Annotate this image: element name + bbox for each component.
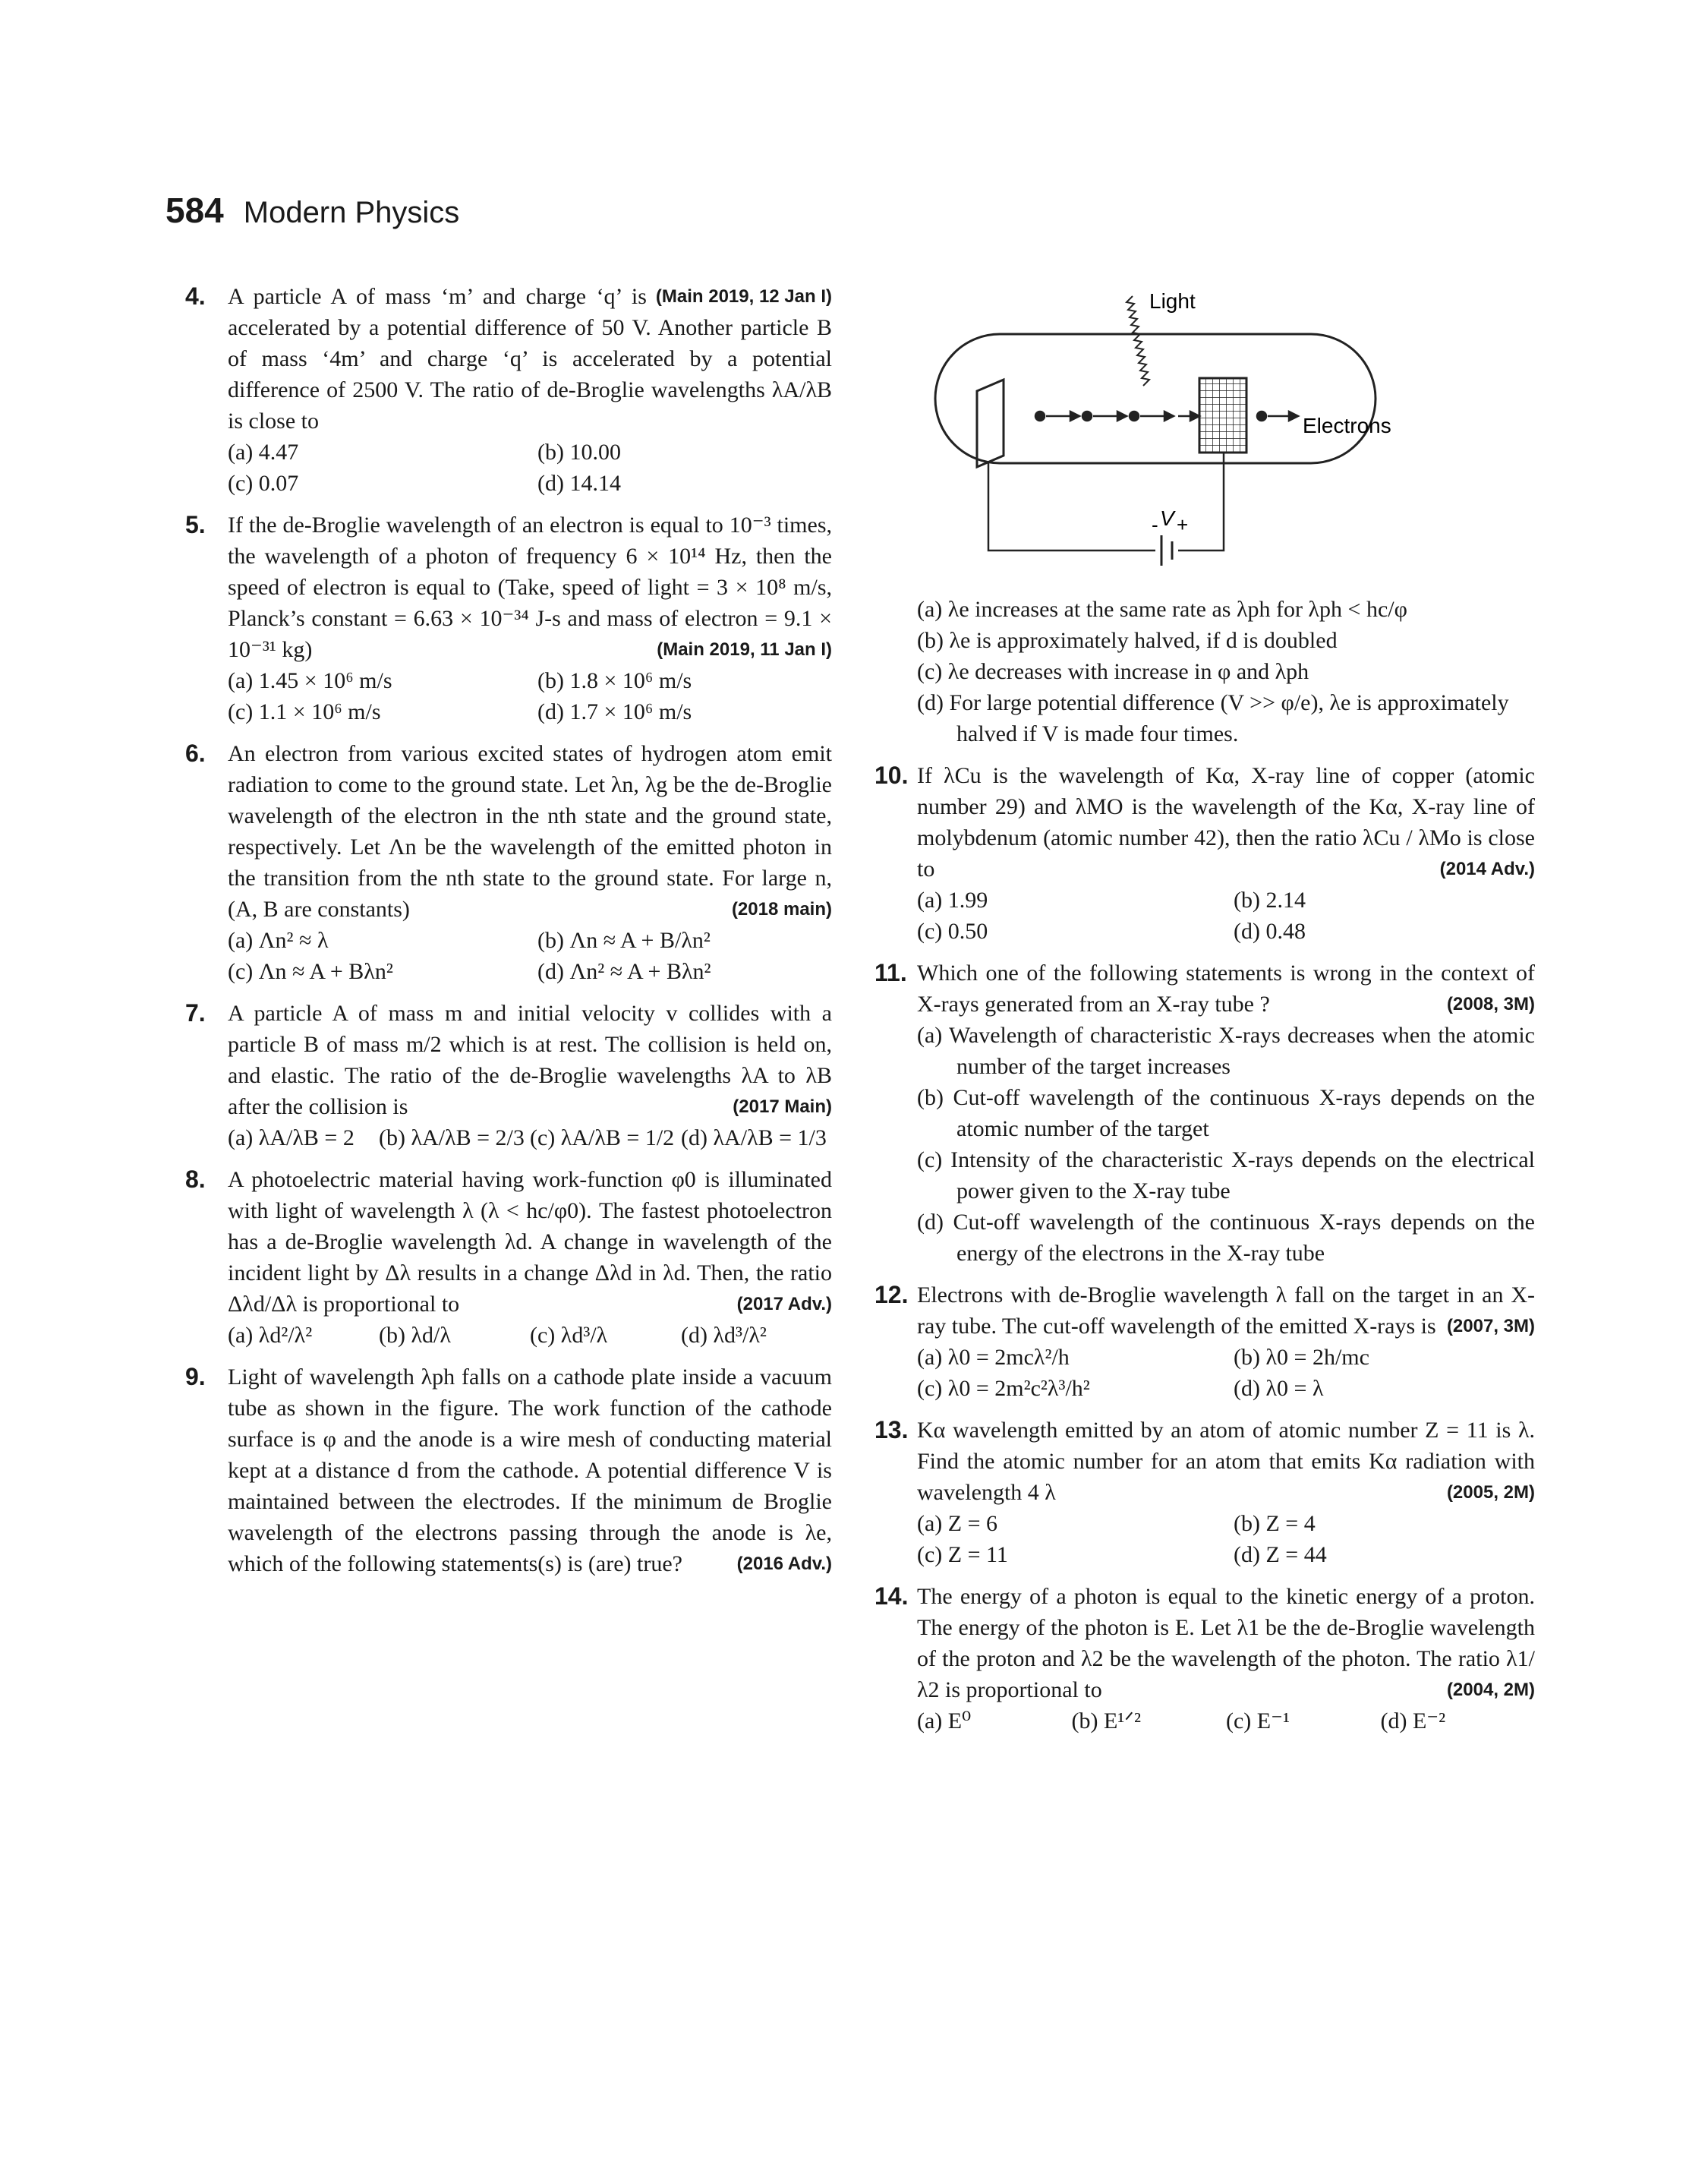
option-c[interactable]: (c) 0.07 <box>228 471 299 496</box>
question-source: (2017 Adv.) <box>736 1294 832 1314</box>
battery-minus: - <box>1152 513 1158 536</box>
option-b[interactable]: (b) λe is approximately halved, if d is doubled <box>917 628 1338 653</box>
option-d[interactable]: (d) 14.14 <box>537 471 621 496</box>
question-text: A particle A of mass ‘m’ and charge ‘q’ is accelerated by a potential difference of 50 V. Another particle B of mass ‘4m’ and charge ‘q’ is accelerated by a potential difference of 2500 V. The ratio of de-Broglie wavelengths λA/λB is close to <box>228 284 832 434</box>
anode-mesh <box>1199 378 1246 453</box>
question-source: (2007, 3M) <box>1446 1316 1535 1336</box>
option-b[interactable]: (b) λd/λ <box>379 1323 451 1348</box>
options <box>917 1020 1535 1269</box>
question-text: Electrons with de-Broglie wavelength λ fall on the target in an X-ray tube. The cut-off wavelength of the emitted X-rays is <box>917 1282 1535 1339</box>
question-12 <box>874 1279 1535 1404</box>
electron-path <box>1035 412 1298 421</box>
option-c[interactable]: (c) E⁻¹ <box>1226 1708 1290 1733</box>
option-c[interactable]: (c) λe decreases with increase in φ and λph <box>917 659 1309 684</box>
question-13 <box>874 1415 1535 1570</box>
option-a[interactable]: (a) Λn² ≈ λ <box>228 928 329 953</box>
option-a[interactable]: (a) Z = 6 <box>917 1511 998 1536</box>
question-number: 5. <box>185 511 206 538</box>
option-a[interactable]: (a) Wavelength of characteristic X-rays decreases when the atomic number of the target increases <box>917 1023 1535 1079</box>
option-a[interactable]: (a) λd²/λ² <box>228 1323 313 1348</box>
option-d[interactable]: (d) Cut-off wavelength of the continuous X-rays depends on the energy of the electrons in the X-ray tube <box>917 1210 1535 1266</box>
question-source: (Main 2019, 11 Jan I) <box>657 639 832 660</box>
question-source: (2017 Main) <box>733 1096 832 1117</box>
options <box>228 437 832 499</box>
option-d[interactable]: (d) E⁻² <box>1380 1708 1446 1733</box>
option-c[interactable]: (c) λ0 = 2m²c²λ³/h² <box>917 1376 1090 1401</box>
question-text: Kα wavelength emitted by an atom of atomic number Z = 11 is λ. Find the atomic number for an atom that emits Kα radiation with wavelength 4 λ <box>917 1418 1535 1505</box>
question-source: (2004, 2M) <box>1446 1680 1535 1700</box>
question-7 <box>185 998 832 1153</box>
option-d[interactable]: (d) λA/λB = 1/3 <box>681 1125 827 1150</box>
option-c[interactable]: (c) λA/λB = 1/2 <box>530 1125 675 1150</box>
option-a[interactable]: (a) E⁰ <box>917 1708 972 1733</box>
light-label: Light <box>1149 289 1196 313</box>
right-column <box>874 281 1535 1747</box>
option-c[interactable]: (c) Intensity of the characteristic X-rays depends on the electrical power given to the X-ray tube <box>917 1147 1535 1203</box>
question-text: Which one of the following statements is wrong in the context of X-rays generated from an X-ray tube ? <box>917 961 1535 1017</box>
book-title: Modern Physics <box>243 196 460 229</box>
wire-left <box>988 463 1155 550</box>
question-number: 9. <box>185 1363 206 1390</box>
question-4 <box>185 281 832 499</box>
option-b[interactable]: (b) Λn ≈ A + B/λn² <box>537 928 711 953</box>
option-b[interactable]: (b) 1.8 × 10⁶ m/s <box>537 668 692 693</box>
option-d[interactable]: (d) For large potential difference (V >> φ/e), λe is approximately halved if V is made four times. <box>917 690 1509 746</box>
option-d[interactable]: (d) λ0 = λ <box>1234 1376 1324 1401</box>
voltage-label: V <box>1160 506 1174 530</box>
question-text: If λCu is the wavelength of Kα, X-ray line of copper (atomic number 29) and λMO is the wavelength of the Kα, X-ray line of molybdenum (atomic number 42), then the ratio λCu / λMo is close to <box>917 763 1535 882</box>
question-number: 4. <box>185 282 206 310</box>
question-number: 12. <box>874 1281 909 1308</box>
options <box>917 885 1535 947</box>
question-source: (2005, 2M) <box>1446 1482 1535 1503</box>
options <box>228 1320 832 1351</box>
option-c[interactable]: (c) λd³/λ <box>530 1323 608 1348</box>
option-b[interactable]: (b) Z = 4 <box>1234 1511 1316 1536</box>
option-b[interactable]: (b) 2.14 <box>1234 888 1306 913</box>
electrons-label: Electrons <box>1303 414 1391 437</box>
question-source: (2018 main) <box>731 899 832 920</box>
option-a[interactable]: (a) λA/λB = 2 <box>228 1125 355 1150</box>
vacuum-tube-figure <box>905 281 1527 585</box>
options <box>917 1508 1535 1570</box>
question-text: Light of wavelength λph falls on a cathode plate inside a vacuum tube as shown in the figure. The work function of the cathode surface is φ and the anode is a wire mesh of conducting material kept at a distance d from the cathode. A potential difference V is maintained between the electrodes. If the minimum de Broglie wavelength of the electrons passing through the anode is λe, which of the following statements(s) is (are) true? <box>228 1364 832 1576</box>
option-c[interactable]: (c) 0.50 <box>917 919 988 944</box>
tube-outline <box>935 334 1376 463</box>
question-text: A particle A of mass m and initial velocity v collides with a particle B of mass m/2 which is at rest. The collision is held on, and elastic. The ratio of the de-Broglie wavelengths λA to λB after the collision is <box>228 1001 832 1119</box>
option-a[interactable]: (a) 1.99 <box>917 888 988 913</box>
option-b[interactable]: (b) E¹ᐟ² <box>1071 1708 1141 1733</box>
question-5 <box>185 509 832 727</box>
option-a[interactable]: (a) 1.45 × 10⁶ m/s <box>228 668 392 693</box>
question-9-options <box>874 594 1535 749</box>
vacuum-tube-diagram <box>905 281 1527 585</box>
option-d[interactable]: (d) λd³/λ² <box>681 1323 767 1348</box>
option-a[interactable]: (a) λe increases at the same rate as λph for λph < hc/φ <box>917 597 1407 622</box>
question-10 <box>874 760 1535 947</box>
question-14 <box>874 1581 1535 1737</box>
option-b[interactable]: (b) Cut-off wavelength of the continuous X-rays depends on the atomic number of the target <box>917 1085 1535 1141</box>
option-b[interactable]: (b) λA/λB = 2/3 <box>379 1125 525 1150</box>
option-a[interactable]: (a) λ0 = 2mcλ²/h <box>917 1345 1070 1370</box>
question-source: (2016 Adv.) <box>736 1554 832 1574</box>
page-number: 584 <box>165 191 224 230</box>
options <box>228 1122 832 1153</box>
question-text: If the de-Broglie wavelength of an electron is equal to 10⁻³ times, the wavelength of a photon of frequency 6 × 10¹⁴ Hz, then the speed of electron is equal to (Take, speed of light = 3 × 10⁸ m/s, Planck’s constant = 6.63 × 10⁻³⁴ J-s and mass of electron = 9.1 × 10⁻³¹ kg) <box>228 513 832 662</box>
option-d[interactable]: (d) Λn² ≈ A + Bλn² <box>537 959 711 984</box>
options <box>228 925 832 987</box>
option-d[interactable]: (d) Z = 44 <box>1234 1542 1327 1567</box>
option-c[interactable]: (c) Z = 11 <box>917 1542 1008 1567</box>
question-8 <box>185 1164 832 1351</box>
question-number: 14. <box>874 1582 909 1610</box>
question-number: 11. <box>874 959 907 986</box>
question-number: 10. <box>874 762 909 789</box>
question-text: A photoelectric material having work-function φ0 is illuminated with light of wavelength λ (λ < hc/φ0). The fastest photoelectron has a de-Broglie wavelength λd. A change in wavelength of the incident light by Δλ results in a change Δλd in λd. Then, the ratio Δλd/Δλ is proportional to <box>228 1167 832 1317</box>
option-c[interactable]: (c) Λn ≈ A + Bλn² <box>228 959 393 984</box>
options <box>917 1705 1535 1737</box>
question-source: (2014 Adv.) <box>1439 859 1535 879</box>
option-c[interactable]: (c) 1.1 × 10⁶ m/s <box>228 699 381 724</box>
option-b[interactable]: (b) 10.00 <box>537 440 621 465</box>
question-number: 7. <box>185 999 206 1027</box>
question-text: An electron from various excited states of hydrogen atom emit radiation to come to the ground state. Let λn, λg be the de-Broglie wavelength of the electron in the nth state and the ground state, respectively. Let Λn be the wavelength of the emitted photon in the transition from the nth state to the ground state. For large n, (A, B are constants) <box>228 741 832 922</box>
question-number: 8. <box>185 1166 206 1193</box>
question-text: The energy of a photon is equal to the kinetic energy of a proton. The energy of the photon is E. Let λ1 be the de-Broglie wavelength of the proton and λ2 be the wavelength of the photon. The ratio λ1/λ2 is proportional to <box>917 1584 1535 1702</box>
question-9 <box>185 1361 832 1579</box>
question-number: 13. <box>874 1416 909 1443</box>
page-header <box>165 190 459 231</box>
option-d[interactable]: (d) 1.7 × 10⁶ m/s <box>537 699 692 724</box>
option-a[interactable]: (a) 4.47 <box>228 440 299 465</box>
options <box>917 1342 1535 1404</box>
options <box>228 665 832 727</box>
option-d[interactable]: (d) 0.48 <box>1234 919 1306 944</box>
question-number: 6. <box>185 740 206 767</box>
cathode-plate <box>977 380 1004 467</box>
question-11 <box>874 957 1535 1269</box>
battery-plus: + <box>1177 513 1189 536</box>
question-source: (Main 2019, 12 Jan I) <box>655 286 832 307</box>
option-b[interactable]: (b) λ0 = 2h/mc <box>1234 1345 1369 1370</box>
light-ray <box>1127 296 1149 386</box>
left-column <box>185 281 832 1590</box>
question-source: (2008, 3M) <box>1446 994 1535 1014</box>
question-6 <box>185 738 832 987</box>
